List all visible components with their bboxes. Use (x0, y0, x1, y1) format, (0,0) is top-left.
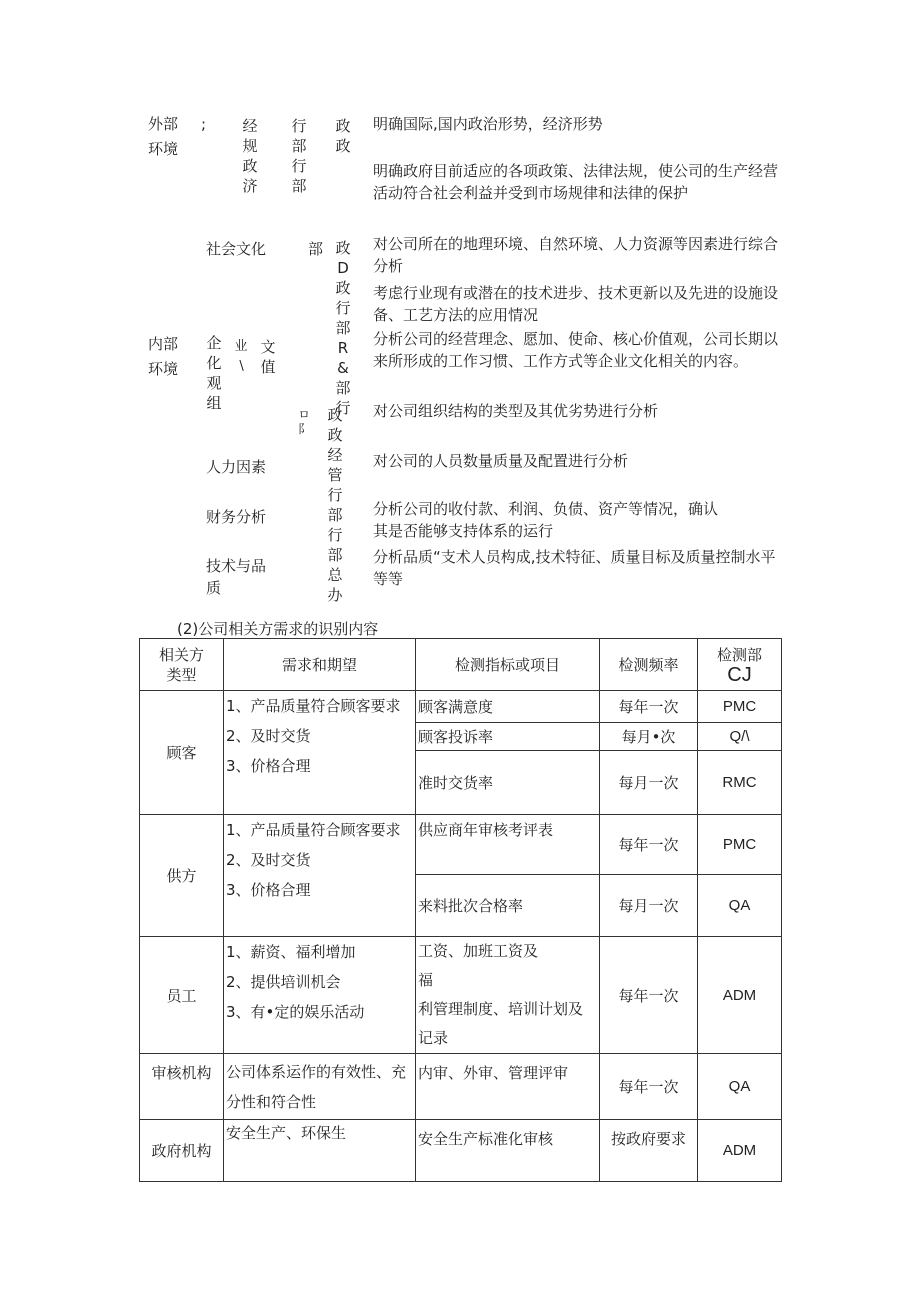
customer-metric-2: 顾客投诉率 (416, 723, 600, 751)
header-metric: 检测指标或项目 (416, 639, 600, 691)
supplier-freq-2: 每月一次 (600, 875, 698, 937)
header-frequency: 检测频率 (600, 639, 698, 691)
supplier-dept-2: QA (698, 875, 782, 937)
social-dept: 部 (308, 240, 324, 258)
header-needs: 需求和期望 (224, 639, 416, 691)
customer-need-3: 3、价格合理 (226, 757, 311, 775)
audit-metric: 内审、外审、管理评审 (416, 1054, 600, 1120)
customer-dept-2: Q/\ (698, 723, 782, 751)
supplier-need-2: 2、及时交货 (226, 851, 311, 869)
government-freq: 按政府要求 (600, 1120, 698, 1182)
header-department-label: 检测部 (716, 645, 762, 664)
header-type: 相关方类型 (140, 639, 224, 691)
header-department-suffix: CJ (727, 663, 752, 686)
factor-desc-tech: 分析品质“支术人员构成,技术特征、质量目标及质量控制水平等等 (373, 548, 776, 588)
social-row-1: 对公司所在的地理环境、自然环境、人力资源等因素进行综合分析 (373, 235, 779, 275)
staff-need-3: 3、有•定的娱乐活动 (226, 1003, 365, 1021)
internal-column-a: 企化观组 (206, 334, 222, 412)
supplier-metric-2: 来料批次合格率 (416, 875, 600, 937)
header-department (698, 639, 782, 691)
staff-type: 员工 (140, 937, 224, 1054)
external-separator: ; (201, 115, 207, 133)
government-type: 政府机构 (140, 1120, 224, 1182)
government-needs: 安全生产、环保生 (224, 1120, 416, 1182)
customer-freq-1: 每年一次 (600, 691, 698, 723)
social-right-column: 政D政行部R&部行 (335, 239, 351, 417)
staff-metric-line-3: 利管理制度、培训计划及记录 (418, 1000, 584, 1047)
customer-need-1: 1、产品质量符合顾客要求 (226, 697, 401, 715)
factor-label-finance: 财务分析 (206, 508, 267, 526)
customer-metric-3: 准时交货率 (416, 751, 600, 815)
audit-dept: QA (698, 1054, 782, 1120)
internal-column-c: 文值 (260, 338, 276, 376)
factor-label-hr: 人力因素 (206, 458, 267, 476)
customer-needs (224, 691, 416, 815)
internal-row-1: 分析公司的经营理念、愿加、使命、核心价值观，公司长期以来所形成的工作习惯、工作方式等企业文化相关的内容。 (373, 330, 779, 370)
supplier-dept-1: PMC (698, 815, 782, 875)
supplier-need-1: 1、产品质量符合顾客要求 (226, 821, 401, 839)
customer-type: 顾客 (140, 691, 224, 815)
social-row-2: 考虑行业现有或潜在的技术进步、技术更新以及先进的设施设备、工艺方法的应用情况 (373, 284, 779, 324)
customer-freq-2: 每月•次 (600, 723, 698, 751)
government-metric: 安全生产标准化审核 (416, 1120, 600, 1182)
staff-need-2: 2、提供培训机会 (226, 973, 341, 991)
internal-category-line2: 环境 (148, 360, 179, 378)
staff-metric-line-2: 福 (418, 971, 434, 989)
supplier-metric-1: 供应商年审核考评表 (416, 815, 600, 875)
external-column-b: 行部行部 (291, 117, 307, 195)
audit-needs: 公司体系运作的有效性、充分性和符合性 (224, 1054, 416, 1120)
customer-need-2: 2、及时交货 (226, 727, 311, 745)
table-row (140, 1054, 782, 1120)
external-row-2: 明确政府目前适应的各项政策、法律法规，使公司的生产经营活动符合社会利益并受到市场规律和法律的保护 (373, 162, 779, 202)
external-column-c: 政政 (335, 117, 351, 155)
audit-type: 审核机构 (140, 1054, 224, 1120)
supplier-freq-1: 每年一次 (600, 815, 698, 875)
internal-mark: ㅁ阝 (297, 408, 310, 436)
staff-metric (416, 937, 600, 1054)
table-header-row (140, 639, 782, 691)
supplier-need-3: 3、价格合理 (226, 881, 311, 899)
table-row (140, 937, 782, 1054)
internal-column-b: 业∖ (234, 339, 248, 374)
government-dept: ADM (698, 1120, 782, 1182)
table-row (140, 1120, 782, 1182)
customer-dept-3: RMC (698, 751, 782, 815)
external-category-line1: 外部 (148, 115, 179, 133)
internal-right-column: 政政经管行部行部总办 (327, 406, 343, 604)
supplier-needs (224, 815, 416, 937)
customer-metric-1: 顾客满意度 (416, 691, 600, 723)
staff-need-1: 1、薪资、福利增加 (226, 943, 356, 961)
customer-freq-3: 每月一次 (600, 751, 698, 815)
external-row-1: 明确国际,国内政治形势，经济形势 (373, 115, 603, 133)
external-category-line2: 环境 (148, 140, 179, 158)
social-label: 社会文化 (206, 240, 267, 258)
internal-row-2: 对公司组织结构的类型及其优劣势进行分析 (373, 402, 659, 420)
customer-dept-1: PMC (698, 691, 782, 723)
section-heading: (2)公司相关方需求的识别内容 (177, 620, 379, 638)
external-column-a: 经规政济 (242, 117, 258, 195)
factor-desc-hr: 对公司的人员数量质量及配置进行分析 (373, 452, 629, 470)
factor-desc-finance: 分析公司的收付款、利润、负债、资产等情况，确认其是否能够支持体系的运行 (373, 500, 719, 540)
audit-freq: 每年一次 (600, 1054, 698, 1120)
staff-freq: 每年一次 (600, 937, 698, 1054)
table-row (140, 815, 782, 875)
staff-dept: ADM (698, 937, 782, 1054)
supplier-type: 供方 (140, 815, 224, 937)
staff-metric-line-1: 工资、加班工资及 (418, 942, 539, 960)
internal-category-line1: 内部 (148, 335, 179, 353)
staff-needs (224, 937, 416, 1054)
stakeholder-table (139, 638, 782, 1182)
factor-label-tech: 技术与品质 (206, 557, 267, 597)
table-row (140, 691, 782, 723)
